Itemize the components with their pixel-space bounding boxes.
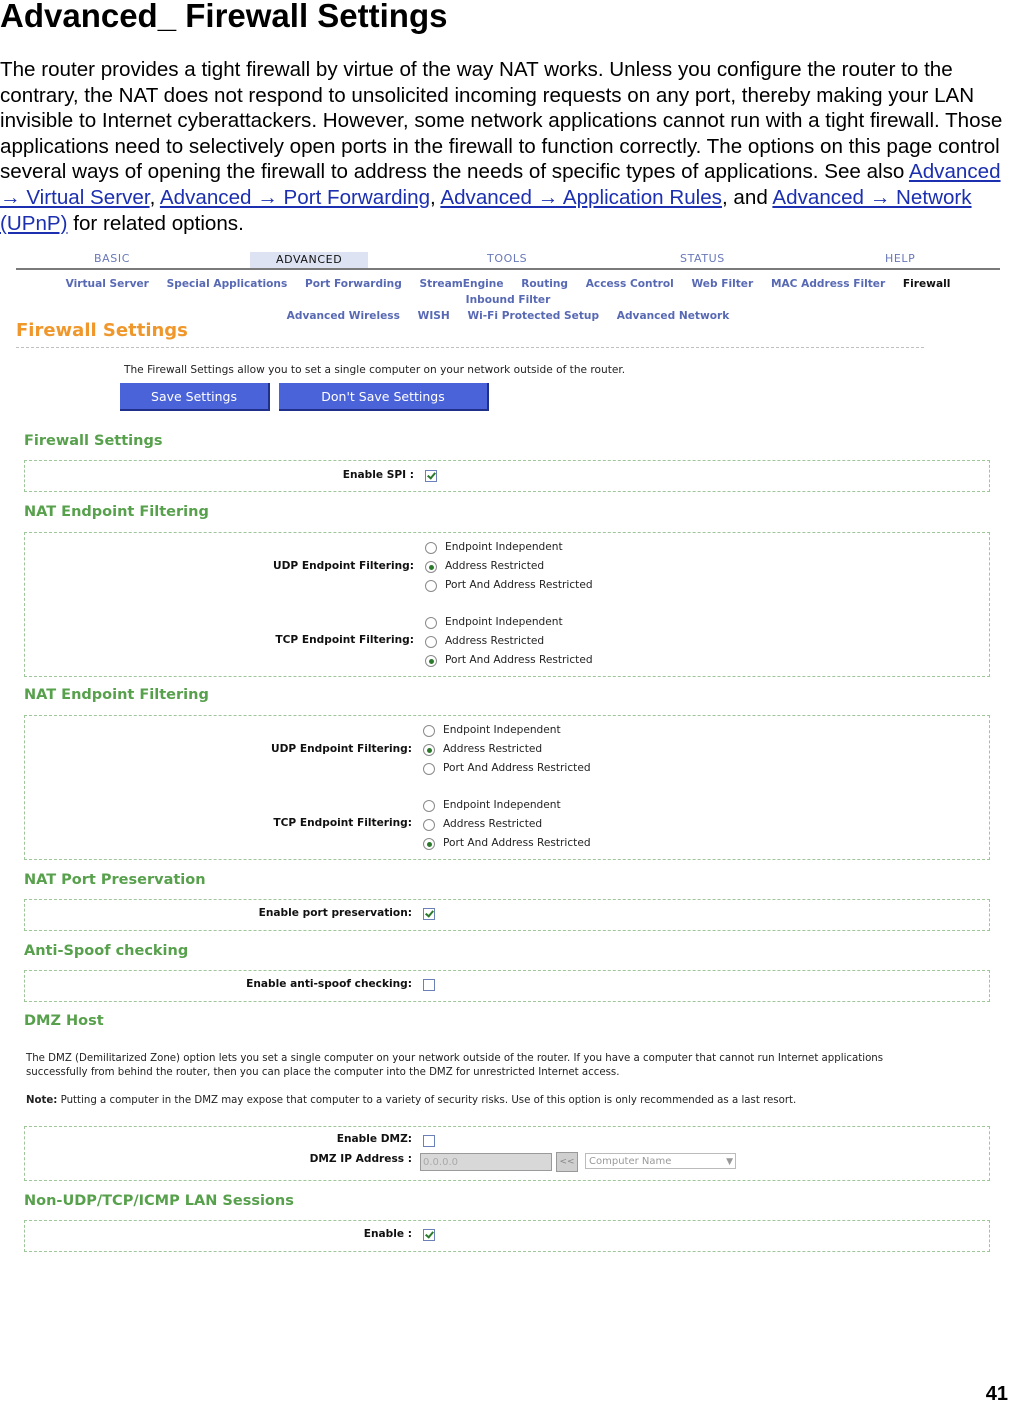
udp-endpoint-label: UDP Endpoint Filtering: bbox=[273, 560, 414, 572]
page-number: 41 bbox=[985, 1383, 1008, 1405]
nat-endpoint-box bbox=[24, 715, 990, 860]
subnav-virtual-server[interactable]: Virtual Server bbox=[65, 278, 149, 290]
subnav-port-forwarding[interactable]: Port Forwarding bbox=[304, 278, 402, 290]
divider bbox=[16, 347, 924, 348]
dmz-ip-input[interactable] bbox=[420, 1153, 552, 1171]
tail-text: for related options. bbox=[73, 211, 244, 235]
port-preservation-checkbox[interactable] bbox=[423, 908, 435, 920]
dmz-description bbox=[26, 1052, 956, 1080]
link-virtual-server[interactable]: Advanced → Virtual Server bbox=[0, 160, 1001, 209]
section-title-nat-endpoint: NAT Endpoint Filtering bbox=[24, 687, 209, 703]
option-label: Endpoint Independent bbox=[443, 799, 561, 811]
firewall-box bbox=[24, 460, 990, 492]
udp-endpoint-independent-radio[interactable] bbox=[423, 725, 435, 737]
option-label: Port And Address Restricted bbox=[445, 654, 593, 666]
port-preservation-box bbox=[24, 899, 990, 931]
subnav-advanced-wireless[interactable]: Advanced Wireless bbox=[286, 310, 400, 322]
lan-sessions-checkbox[interactable] bbox=[423, 1229, 435, 1241]
option-label: Port And Address Restricted bbox=[443, 837, 591, 849]
separator: , bbox=[149, 185, 156, 209]
option-label: Address Restricted bbox=[445, 560, 545, 572]
udp-endpoint-independent-radio[interactable] bbox=[425, 542, 437, 554]
udp-port-address-restricted-radio[interactable] bbox=[423, 763, 435, 775]
udp-endpoint-label: UDP Endpoint Filtering: bbox=[271, 743, 412, 755]
tab-tools[interactable]: TOOLS bbox=[487, 252, 528, 265]
tcp-endpoint-independent-radio[interactable] bbox=[425, 617, 437, 629]
save-settings-button[interactable]: Save Settings bbox=[120, 383, 270, 411]
section-title-dmz: DMZ Host bbox=[24, 1013, 104, 1029]
option-label: Port And Address Restricted bbox=[443, 762, 591, 774]
subnav-streamengine[interactable]: StreamEngine bbox=[419, 278, 504, 290]
tcp-endpoint-independent-radio[interactable] bbox=[423, 800, 435, 812]
dmz-note-label: Note: bbox=[26, 1095, 58, 1106]
option-label: Address Restricted bbox=[443, 743, 543, 755]
dmz-ip-label: DMZ IP Address : bbox=[309, 1153, 412, 1165]
spi-label: Enable SPI : bbox=[342, 469, 414, 481]
page-description: The Firewall Settings allow you to set a single computer on your network outside of the router. bbox=[124, 364, 626, 376]
subnav-inbound-filter[interactable]: Inbound Filter bbox=[465, 294, 551, 306]
tcp-port-address-restricted-radio[interactable] bbox=[423, 838, 435, 850]
dont-save-settings-button[interactable]: Don't Save Settings bbox=[279, 383, 489, 411]
tcp-address-restricted-radio[interactable] bbox=[425, 636, 437, 648]
main-nav bbox=[16, 252, 1000, 270]
tcp-port-address-restricted-radio[interactable] bbox=[425, 655, 437, 667]
chevron-down-icon: ▼ bbox=[726, 1157, 733, 1167]
udp-port-address-restricted-radio[interactable] bbox=[425, 580, 437, 592]
computer-name-placeholder: Computer Name bbox=[589, 1156, 672, 1167]
subnav-wish[interactable]: WISH bbox=[417, 310, 450, 322]
subnav-special-applications[interactable]: Special Applications bbox=[166, 278, 288, 290]
lan-sessions-box bbox=[24, 1220, 990, 1252]
tab-status[interactable]: STATUS bbox=[680, 252, 725, 265]
anti-spoof-checkbox[interactable] bbox=[423, 979, 435, 991]
subnav-mac-address-filter[interactable]: MAC Address Filter bbox=[770, 278, 886, 290]
dmz-description-line: successfully from behind the router, then you can place the computer into the DMZ for unrestricted Internet access. bbox=[26, 1067, 620, 1078]
section-title-nat-endpoint: NAT Endpoint Filtering bbox=[24, 504, 209, 520]
subnav-wifi-protected-setup[interactable]: Wi-Fi Protected Setup bbox=[467, 310, 600, 322]
sub-nav-row bbox=[16, 276, 1000, 308]
tcp-address-restricted-radio[interactable] bbox=[423, 819, 435, 831]
option-label: Address Restricted bbox=[443, 818, 543, 830]
document-title: Advanced_ Firewall Settings bbox=[0, 0, 448, 34]
computer-name-select[interactable] bbox=[585, 1153, 736, 1169]
spi-checkbox[interactable] bbox=[425, 470, 437, 482]
lan-sessions-label: Enable : bbox=[363, 1228, 412, 1240]
dmz-note bbox=[26, 1094, 956, 1108]
sub-nav bbox=[16, 276, 1000, 324]
option-label: Port And Address Restricted bbox=[445, 579, 593, 591]
option-label: Endpoint Independent bbox=[445, 541, 563, 553]
copy-computer-button[interactable]: << bbox=[556, 1152, 578, 1172]
section-title-port-preservation: NAT Port Preservation bbox=[24, 872, 206, 888]
tab-basic[interactable]: BASIC bbox=[94, 252, 130, 265]
tcp-endpoint-label: TCP Endpoint Filtering: bbox=[273, 817, 412, 829]
section-title-lan-sessions: Non-UDP/TCP/ICMP LAN Sessions bbox=[24, 1193, 294, 1209]
intro-paragraph bbox=[0, 57, 1010, 236]
nat-endpoint-box bbox=[24, 532, 990, 677]
anti-spoof-box bbox=[24, 970, 990, 1002]
dmz-enable-checkbox[interactable] bbox=[423, 1135, 435, 1147]
subnav-web-filter[interactable]: Web Filter bbox=[691, 278, 754, 290]
udp-address-restricted-radio[interactable] bbox=[423, 744, 435, 756]
link-network-upnp[interactable]: Advanced → Network (UPnP) bbox=[0, 185, 972, 235]
udp-address-restricted-radio[interactable] bbox=[425, 561, 437, 573]
tcp-endpoint-label: TCP Endpoint Filtering: bbox=[275, 634, 414, 646]
option-label: Address Restricted bbox=[445, 635, 545, 647]
router-screenshot bbox=[0, 240, 1010, 1260]
subnav-routing[interactable]: Routing bbox=[521, 278, 569, 290]
and-text: , and bbox=[721, 185, 768, 209]
intro-text: The router provides a tight firewall by virtue of the way NAT works. Unless you configure the router to the contrary, the NAT does not respond to unsolicited incoming requests on any port, thereby making your LAN invisible to Internet cyberattackers. However, some network applications cannot run with a tight firewall. Those applications need to selectively open ports in the firewall to function correctly. The options on this page control several ways of opening the firewall to address the needs of specific types of applications. See also bbox=[0, 58, 1003, 184]
separator: , bbox=[430, 185, 436, 209]
subnav-firewall[interactable]: Firewall bbox=[902, 278, 951, 290]
section-title-anti-spoof: Anti-Spoof checking bbox=[24, 943, 189, 959]
dmz-note-text: Putting a computer in the DMZ may expose that computer to a variety of security risks. Use of this option is only recommended as a last resort. bbox=[60, 1095, 797, 1106]
anti-spoof-label: Enable anti-spoof checking: bbox=[246, 978, 412, 990]
link-port-forwarding[interactable]: Advanced → Port Forwarding bbox=[159, 185, 431, 209]
option-label: Endpoint Independent bbox=[445, 616, 563, 628]
dmz-enable-label: Enable DMZ: bbox=[336, 1133, 412, 1145]
section-title-firewall: Firewall Settings bbox=[24, 433, 163, 449]
link-application-rules[interactable]: Advanced → Application Rules bbox=[440, 185, 722, 209]
dmz-description-line: The DMZ (Demilitarized Zone) option lets you set a single computer on your network outside of the router. If you have a computer that cannot run Internet applications bbox=[26, 1053, 884, 1064]
subnav-access-control[interactable]: Access Control bbox=[585, 278, 674, 290]
tab-advanced[interactable]: ADVANCED bbox=[250, 252, 368, 268]
port-preservation-label: Enable port preservation: bbox=[258, 907, 412, 919]
tab-help[interactable]: HELP bbox=[885, 252, 916, 265]
page-title: Firewall Settings bbox=[16, 320, 188, 341]
option-label: Endpoint Independent bbox=[443, 724, 561, 736]
subnav-advanced-network[interactable]: Advanced Network bbox=[616, 310, 730, 322]
